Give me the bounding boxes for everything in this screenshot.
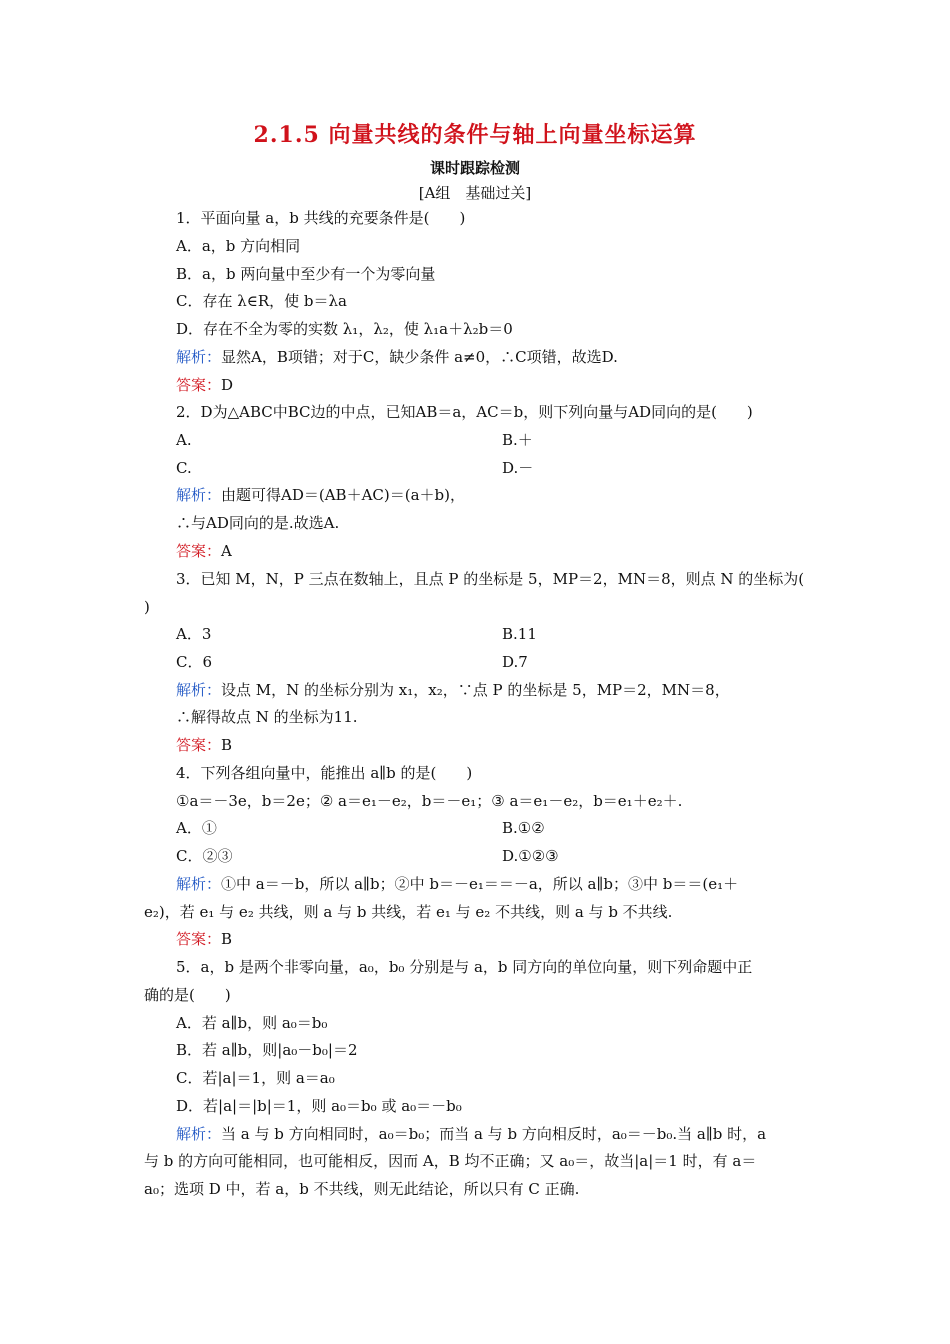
q4-analysis-cont: e₂)，若 e₁ 与 e₂ 共线，则 a 与 b 共线，若 e₁ 与 e₂ 不共线，则 a 与 b 不共线. bbox=[144, 903, 673, 921]
q5-analysis-text: 当 a 与 b 方向相同时，a₀＝b₀；而当 a 与 b 方向相反时，a₀＝－b₀.当 a∥b 时，a bbox=[221, 1125, 767, 1143]
q2-answer-text: A bbox=[221, 542, 232, 560]
q2-analysis bbox=[176, 485, 465, 505]
q5-option-d: D．若|a|＝|b|＝1，则 a₀＝b₀ 或 a₀＝－b₀ bbox=[176, 1097, 462, 1115]
q2-answer bbox=[176, 541, 232, 561]
q3-stem-cont: ) bbox=[144, 598, 150, 616]
q5-stem: 5．a，b 是两个非零向量，a₀，b₀ 分别是与 a，b 同方向的单位向量，则下列命题中正 bbox=[176, 958, 753, 976]
q2-option-c: C. bbox=[176, 459, 192, 477]
answer-label: 答案： bbox=[176, 930, 222, 948]
q3-analysis-text: 设点 M，N 的坐标分别为 x₁，x₂，∵点 P 的坐标是 5，MP＝2，MN＝8， bbox=[221, 681, 730, 699]
q1-analysis bbox=[176, 347, 618, 367]
answer-label: 答案： bbox=[176, 736, 222, 754]
q3-option-a: A．3 bbox=[176, 625, 212, 643]
q5-analysis-cont: 与 b 的方向可能相同，也可能相反，因而 A，B 均不正确；又 a₀＝，故当|a|＝1 时，有 a＝ bbox=[144, 1152, 757, 1170]
analysis-label: 解析： bbox=[176, 875, 222, 893]
q2-option-a: A. bbox=[176, 431, 192, 449]
q1-option-c: C．存在 λ∈R，使 b＝λa bbox=[176, 292, 347, 310]
q4-option-b: B.①② bbox=[502, 819, 545, 837]
q5-option-c: C．若|a|＝1，则 a＝a₀ bbox=[176, 1069, 335, 1087]
q4-stem: 4．下列各组向量中，能推出 a∥b 的是( ) bbox=[176, 764, 473, 782]
q1-option-b: B．a，b 两向量中至少有一个为零向量 bbox=[176, 265, 436, 283]
q4-analysis bbox=[176, 874, 738, 894]
q5-option-b: B．若 a∥b，则|a₀－b₀|＝2 bbox=[176, 1041, 358, 1059]
group-heading: [A组 基础过关] bbox=[418, 184, 532, 202]
q1-answer-text: D bbox=[221, 376, 234, 394]
analysis-label: 解析： bbox=[176, 681, 222, 699]
q3-option-d: D.7 bbox=[502, 653, 528, 671]
q1-analysis-text: 显然A，B项错；对于C，缺少条件 a≠0，∴C项错，故选D. bbox=[221, 348, 618, 366]
analysis-label: 解析： bbox=[176, 348, 222, 366]
q2-stem: 2．D为△ABC中BC边的中点，已知AB＝a，AC＝b，则下列向量与AD同向的是( ) bbox=[176, 403, 753, 421]
q1-stem: 1．平面向量 a，b 共线的充要条件是( ) bbox=[176, 209, 466, 227]
analysis-label: 解析： bbox=[176, 1125, 222, 1143]
q1-answer bbox=[176, 375, 233, 395]
q3-option-b: B.11 bbox=[502, 625, 537, 643]
q4-stem-cont: ①a＝－3e，b＝2e；② a＝e₁－e₂，b＝－e₁；③ a＝e₁－e₂，b＝e₁＋e₂＋. bbox=[176, 792, 683, 810]
q1-option-a: A．a，b 方向相同 bbox=[176, 237, 301, 255]
q5-analysis bbox=[176, 1124, 766, 1144]
page-subtitle: 课时跟踪检测 bbox=[429, 159, 520, 177]
q3-option-c: C．6 bbox=[176, 653, 213, 671]
q4-option-a: A．① bbox=[176, 819, 217, 837]
q3-stem: 3．已知 M，N，P 三点在数轴上，且点 P 的坐标是 5，MP＝2，MN＝8，则点 N 的坐标为( bbox=[176, 570, 805, 588]
q4-answer bbox=[176, 929, 232, 949]
q4-analysis-text: ①中 a＝－b，所以 a∥b；②中 b＝－e₁＝＝－a，所以 a∥b；③中 b＝＝(e₁＋ bbox=[221, 875, 739, 893]
q3-analysis bbox=[176, 680, 730, 700]
answer-label: 答案： bbox=[176, 376, 222, 394]
q2-analysis-text: 由题可得AD＝(AB＋AC)＝(a＋b)， bbox=[221, 486, 465, 504]
q5-option-a: A．若 a∥b，则 a₀＝b₀ bbox=[176, 1014, 328, 1032]
q3-analysis-cont: ∴解得故点 N 的坐标为11. bbox=[176, 708, 358, 726]
page-title: 2.1.5 向量共线的条件与轴上向量坐标运算 bbox=[253, 122, 697, 148]
q1-option-d: D．存在不全为零的实数 λ₁，λ₂，使 λ₁a＋λ₂b＝0 bbox=[176, 320, 513, 338]
q5-analysis-cont2: a₀；选项 D 中，若 a，b 不共线，则无此结论，所以只有 C 正确. bbox=[144, 1180, 580, 1198]
q2-option-d: D.－ bbox=[502, 459, 534, 477]
analysis-label: 解析： bbox=[176, 486, 222, 504]
q4-option-d: D.①②③ bbox=[502, 847, 559, 865]
q4-answer-text: B bbox=[221, 930, 233, 948]
q4-option-c: C．②③ bbox=[176, 847, 233, 865]
q2-analysis-cont: ∴与AD同向的是.故选A. bbox=[176, 514, 340, 532]
q3-answer-text: B bbox=[221, 736, 233, 754]
q5-stem-cont: 确的是( ) bbox=[144, 986, 231, 1004]
answer-label: 答案： bbox=[176, 542, 222, 560]
q3-answer bbox=[176, 735, 232, 755]
q2-option-b: B.＋ bbox=[502, 431, 533, 449]
